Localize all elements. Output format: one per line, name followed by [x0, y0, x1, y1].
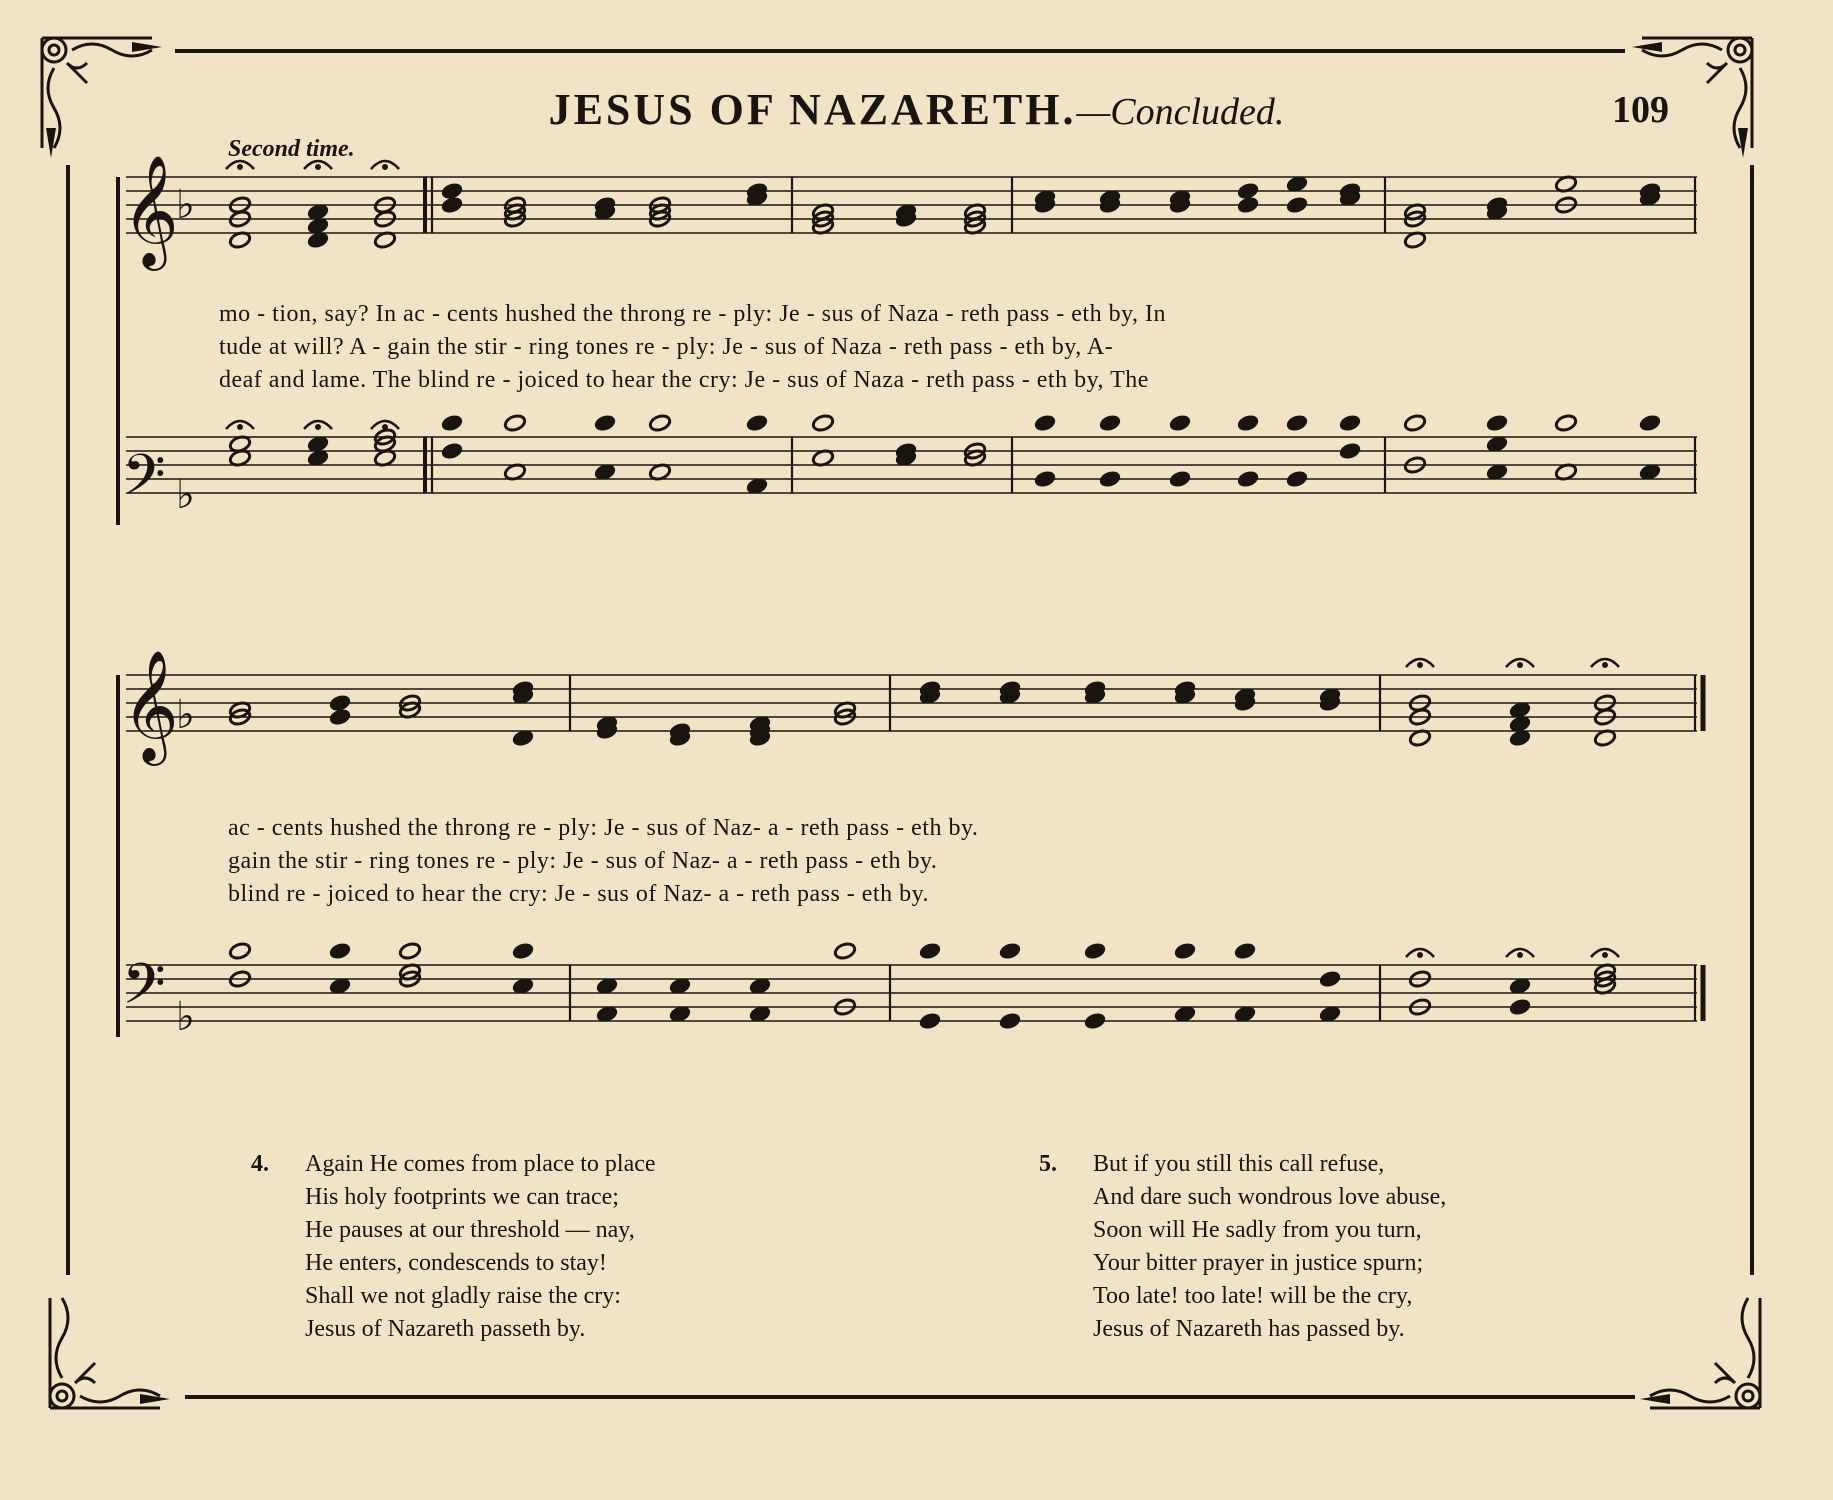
notehead: [1033, 469, 1056, 488]
fermata-dot: [316, 425, 321, 430]
fermata-dot: [1603, 663, 1608, 668]
verse-line: His holy footprints we can trace;: [305, 1184, 619, 1210]
fermata-dot: [383, 165, 388, 170]
notehead: [1168, 469, 1191, 488]
notehead: [328, 941, 351, 960]
notehead: [440, 441, 463, 460]
notehead: [511, 941, 534, 960]
notehead: [328, 707, 351, 726]
fermata-dot: [383, 425, 388, 430]
hymn-subtitle: —Concluded.: [1076, 91, 1285, 133]
notehead: [593, 413, 616, 432]
treble-clef-icon: 𝄞: [122, 649, 179, 761]
notehead: [1318, 969, 1341, 988]
verse-line: And dare such wondrous love abuse,: [1093, 1184, 1447, 1210]
verse-number: 4.: [251, 1151, 269, 1177]
notehead: [1285, 413, 1308, 432]
fermata-dot: [1518, 953, 1523, 958]
notehead: [1083, 1011, 1106, 1030]
bass-clef-icon: 𝄢: [122, 952, 166, 1031]
notehead: [503, 413, 526, 432]
notehead: [440, 195, 463, 214]
notehead: [1485, 413, 1508, 432]
lyric-line: tude at will? A - gain the stir - ring tones re - ply: Je - sus of Naza - reth pass - eth by, A-: [219, 334, 1114, 360]
notehead: [1168, 413, 1191, 432]
notehead: [1285, 469, 1308, 488]
verse-line: He enters, condescends to stay!: [305, 1250, 607, 1276]
notehead: [1236, 181, 1259, 200]
notehead: [1098, 413, 1121, 432]
notehead: [1083, 941, 1106, 960]
notehead: [998, 1011, 1021, 1030]
notehead: [1236, 469, 1259, 488]
notehead: [648, 413, 671, 432]
fermata-dot: [1518, 663, 1523, 668]
notehead: [918, 941, 941, 960]
notehead: [440, 181, 463, 200]
notehead: [918, 1011, 941, 1030]
verse-5: [1039, 1148, 1447, 1346]
notehead: [998, 941, 1021, 960]
notehead: [1638, 413, 1661, 432]
second-time-direction: Second time.: [228, 136, 355, 162]
notehead: [1285, 195, 1308, 214]
verse-line: Too late! too late! will be the cry,: [1093, 1283, 1413, 1309]
lyric-line: blind re - joiced to hear the cry: Je - sus of Naz- a - reth pass - eth by.: [228, 881, 930, 907]
verse-line: Again He comes from place to place: [305, 1151, 656, 1177]
flat-key-icon: ♭: [176, 994, 195, 1040]
lyric-line: gain the stir - ring tones re - ply: Je - sus of Naz- a - reth pass - eth by.: [228, 848, 938, 874]
verse-line: Jesus of Nazareth passeth by.: [305, 1316, 586, 1342]
notehead: [811, 413, 834, 432]
notehead: [1173, 941, 1196, 960]
lyric-line: ac - cents hushed the throng re - ply: Je - sus of Naz- a - reth pass - eth by.: [228, 815, 979, 841]
flat-key-icon: ♭: [176, 182, 195, 228]
clefs: [122, 154, 195, 1040]
lyric-line: deaf and lame. The blind re - joiced to hear the cry: Je - sus of Naza - reth pass - eth by, The: [219, 367, 1149, 393]
verse-line: Soon will He sadly from you turn,: [1093, 1217, 1422, 1243]
bass-clef-icon: 𝄢: [122, 443, 166, 522]
notehead: [328, 693, 351, 712]
verse-line: But if you still this call refuse,: [1093, 1151, 1385, 1177]
notehead: [1338, 413, 1361, 432]
notehead: [398, 941, 421, 960]
fermata-dot: [1418, 663, 1423, 668]
verse-line: He pauses at our threshold — nay,: [305, 1217, 635, 1243]
notehead: [1236, 413, 1259, 432]
notehead: [833, 941, 856, 960]
page-number: 109: [1612, 89, 1669, 131]
notehead: [1236, 195, 1259, 214]
notehead: [1233, 941, 1256, 960]
verse-line: Shall we not gladly raise the cry:: [305, 1283, 621, 1309]
verse-line: Your bitter prayer in justice spurn;: [1093, 1250, 1424, 1276]
verse-number: 5.: [1039, 1151, 1057, 1177]
notehead: [228, 941, 251, 960]
notehead: [440, 413, 463, 432]
fermata-dot: [1603, 953, 1608, 958]
fermata-dot: [238, 165, 243, 170]
notehead: [1033, 413, 1056, 432]
notehead: [1098, 469, 1121, 488]
fermata-dot: [1418, 953, 1423, 958]
verse-4: [251, 1148, 656, 1346]
notehead: [1338, 441, 1361, 460]
flat-key-icon: ♭: [176, 692, 195, 738]
lyric-line: mo - tion, say? In ac - cents hushed the throng re - ply: Je - sus of Naza - reth pass - eth by, In: [219, 301, 1167, 327]
hymn-title: JESUS OF NAZARETH.: [548, 85, 1077, 134]
fermata-dot: [238, 425, 243, 430]
notehead: [1508, 997, 1531, 1016]
notehead: [1554, 413, 1577, 432]
treble-clef-icon: 𝄞: [122, 154, 179, 266]
notehead: [745, 413, 768, 432]
fermata-dot: [316, 165, 321, 170]
notehead: [1403, 413, 1426, 432]
verse-line: Jesus of Nazareth has passed by.: [1093, 1316, 1405, 1342]
flat-key-icon: ♭: [176, 472, 195, 518]
